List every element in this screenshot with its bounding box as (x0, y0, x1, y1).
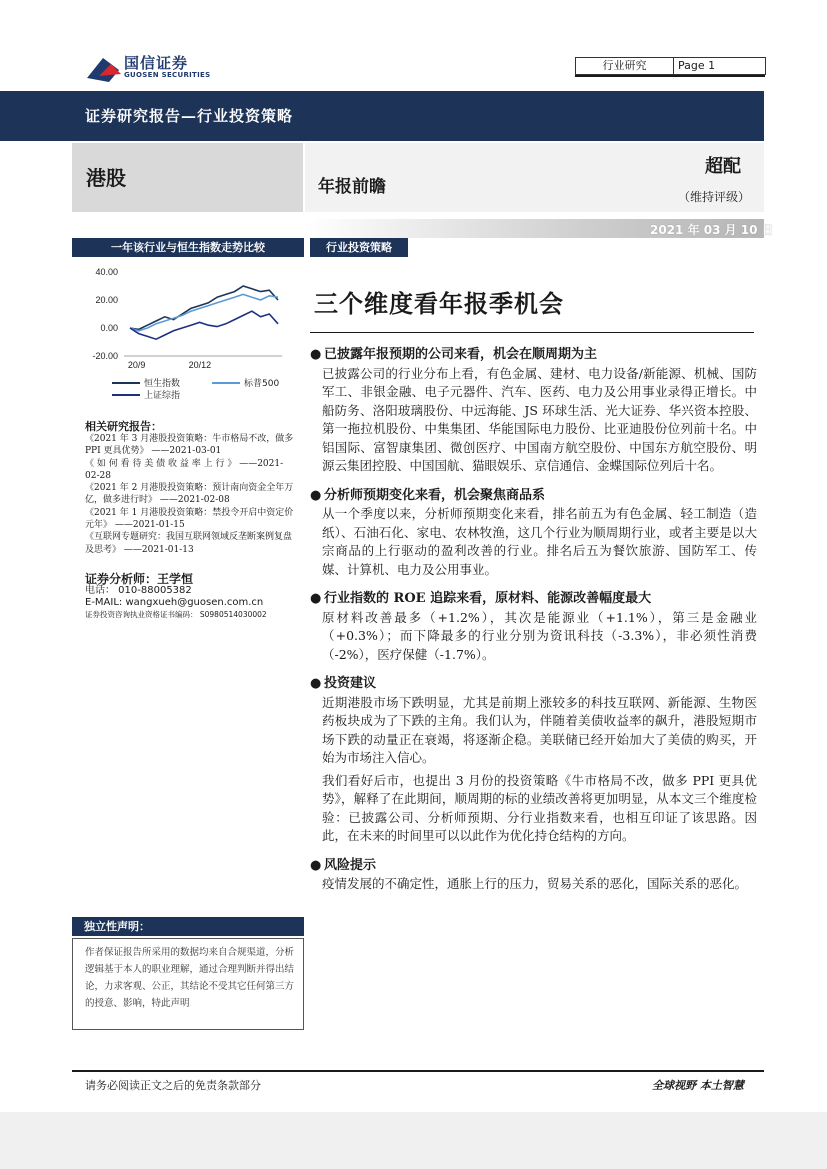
paragraph: 近期港股市场下跌明显，尤其是前期上涨较多的科技互联网、新能源、生物医药板块成为了下跌的主角。我们认为，伴随着美债收益率的飙升，港股短期市场下跌的动量正在衰竭，将逐渐企稳。美联储已经开始加大了美债的购买，开始为市场注入信心。 (322, 694, 757, 765)
logo-text: 国信证券 (124, 54, 189, 72)
doc-type: 行业研究 (576, 58, 674, 74)
analyst-phone: 电话： 010-88005382 (85, 585, 192, 596)
legend-label: 标普500 (244, 379, 280, 389)
related-report-item: 《 如 何 看 待 美 债 收 益 率 上 行 》 ——2021-02-28 (85, 458, 284, 481)
related-report-item: 《2021 年 3 月港股投资策略：牛市格局不改，做多 PPI 更具优势》 ——2021-03-01 (85, 434, 294, 457)
related-reports-title: 相关研究报告： (85, 420, 162, 433)
x-tick-label: 20/12 (188, 360, 212, 370)
related-reports-list (85, 433, 295, 556)
x-tick-label: 20/9 (127, 360, 146, 370)
legend-label: 上证综指 (144, 391, 181, 401)
section-title: ● 风险提示 (310, 857, 757, 876)
market-label: 港股 (86, 166, 126, 190)
section-title: ● 行业指数的 ROE 追踪来看，原材料、能源改善幅度最大 (310, 590, 757, 609)
logo-subtext: GUOSEN SECURITIES (124, 71, 211, 79)
header-rule (575, 75, 765, 77)
headline: 三个维度看年报季机会 (314, 289, 564, 318)
main-body (310, 346, 757, 898)
section-title: ● 投资建议 (310, 675, 757, 694)
paragraph: 原材料改善最多（+1.2%），其次是能源业（+1.1%），第三是金融业（+0.3%）；而下降最多的行业分别为资讯科技（-3.3%），非必须性消费（-2%），医疗保健（-1.7%）。 (322, 609, 757, 662)
footer-rule (72, 1070, 764, 1072)
analyst-email: E-MAIL: wangxueh@guosen.com.cn (85, 597, 264, 608)
footer-band (0, 1112, 827, 1169)
headline-rule (310, 332, 754, 333)
independence-text: 作者保证报告所采用的数据均来自合规渠道，分析逻辑基于本人的职业理解，通过合理判断并得出结论，力求客观、公正，其结论不受其它任何第三方的授意、影响，特此声明 (85, 947, 295, 1009)
related-report-item: 《互联网专题研究：我国互联网领域反垄断案例复盘及思考》 ——2021-01-13 (85, 532, 293, 555)
y-tick-label: 20.00 (95, 295, 118, 305)
performance-chart (72, 262, 304, 412)
related-report-item: 《2021 年 2 月港股投资策略：预计南向资金全年万亿，做多进行时》 ——2021-02-08 (85, 483, 294, 506)
section-title: ● 分析师预期变化来看，机会聚焦商品系 (310, 487, 757, 506)
page-number: Page 1 (678, 59, 716, 72)
bullet-icon: ● (310, 676, 322, 691)
report-date: 2021 年 03 月 10 日 (650, 223, 774, 237)
banner-title: 证券研究报告—行业投资策略 (85, 107, 294, 125)
bullet-icon: ● (310, 487, 322, 503)
paragraph: 我们看好后市，也提出 3 月份的投资策略《牛市格局不改，做多 PPI 更具优势》，解释了在此期间，顺周期的标的业绩改善将更加明显，从本文三个维度检验：已披露公司、分析师预期、分行业指数来看，也相互印证了该思路。因此，在未来的时间里可以以此作为优化持仓结构的方向。 (322, 772, 757, 843)
footer-slogan: 全球视野 本土智慧 (652, 1079, 744, 1092)
rating-note: （维持评级） (678, 190, 751, 204)
footer-disclaimer: 请务必阅读正文之后的免责条款部分 (85, 1079, 261, 1092)
analyst-contact (85, 585, 267, 621)
y-tick-label: -20.00 (92, 351, 118, 361)
y-tick-label: 0.00 (100, 323, 118, 333)
y-tick-label: 40.00 (95, 267, 118, 277)
bullet-icon: ● (310, 591, 322, 606)
section-title: ● 已披露年报预期的公司来看，机会在顺周期为主 (310, 346, 757, 365)
analyst-title: 证券分析师：王学恒 (85, 572, 194, 586)
bullet-icon: ● (310, 857, 322, 873)
independence-title: 独立性声明： (72, 917, 304, 936)
bullet-icon: ● (310, 347, 322, 362)
report-subtitle: 年报前瞻 (318, 177, 386, 197)
section-tag: 行业投资策略 (310, 238, 408, 257)
legend-label: 恒生指数 (144, 379, 181, 389)
paragraph: 已披露公司的行业分布上看，有色金属、建材、电力设备/新能源、机械、国防军工、非银金融、电子元器件、汽车、医药、电力及公用事业录得正增长。中船防务、洛阳玻璃股份、中远海能、JS 环球生活、光大证券、华兴资本控股、第一拖拉机股份、中集集团、华能国际电力股份、比亚迪股份位列前十名。中铝国际、富智康集团、微创医疗、中国南方航空股份、中国东方航空股份、明源云集团控股、中国国航、猫眼娱乐、京信通信、金蝶国际位列后十名。 (322, 365, 757, 473)
paragraph: 从一个季度以来，分析师预期变化来看，排名前五为有色金属、轻工制造（造纸）、石油石化、家电、农林牧渔，这几个行业为顺周期行业，或者主要是以大宗商品的上行驱动的盈利改善的行业。排名后五为餐饮旅游、国防军工、传媒、计算机、电力及公用事业。 (322, 506, 757, 577)
chart-title: 一年该行业与恒生指数走势比较 (72, 238, 304, 257)
rating: 超配 (705, 156, 741, 177)
analyst-cert: 证券投资咨询执业资格证书编码： S0980514030002 (85, 610, 267, 619)
series-line (130, 294, 278, 330)
paragraph: 疫情发展的不确定性，通胀上行的压力，贸易关系的恶化，国际关系的恶化。 (322, 876, 748, 891)
related-report-item: 《2021 年 1 月港股投资策略：禁投令开启中资定价元年》 ——2021-01-15 (85, 507, 294, 531)
header-box (575, 57, 766, 75)
